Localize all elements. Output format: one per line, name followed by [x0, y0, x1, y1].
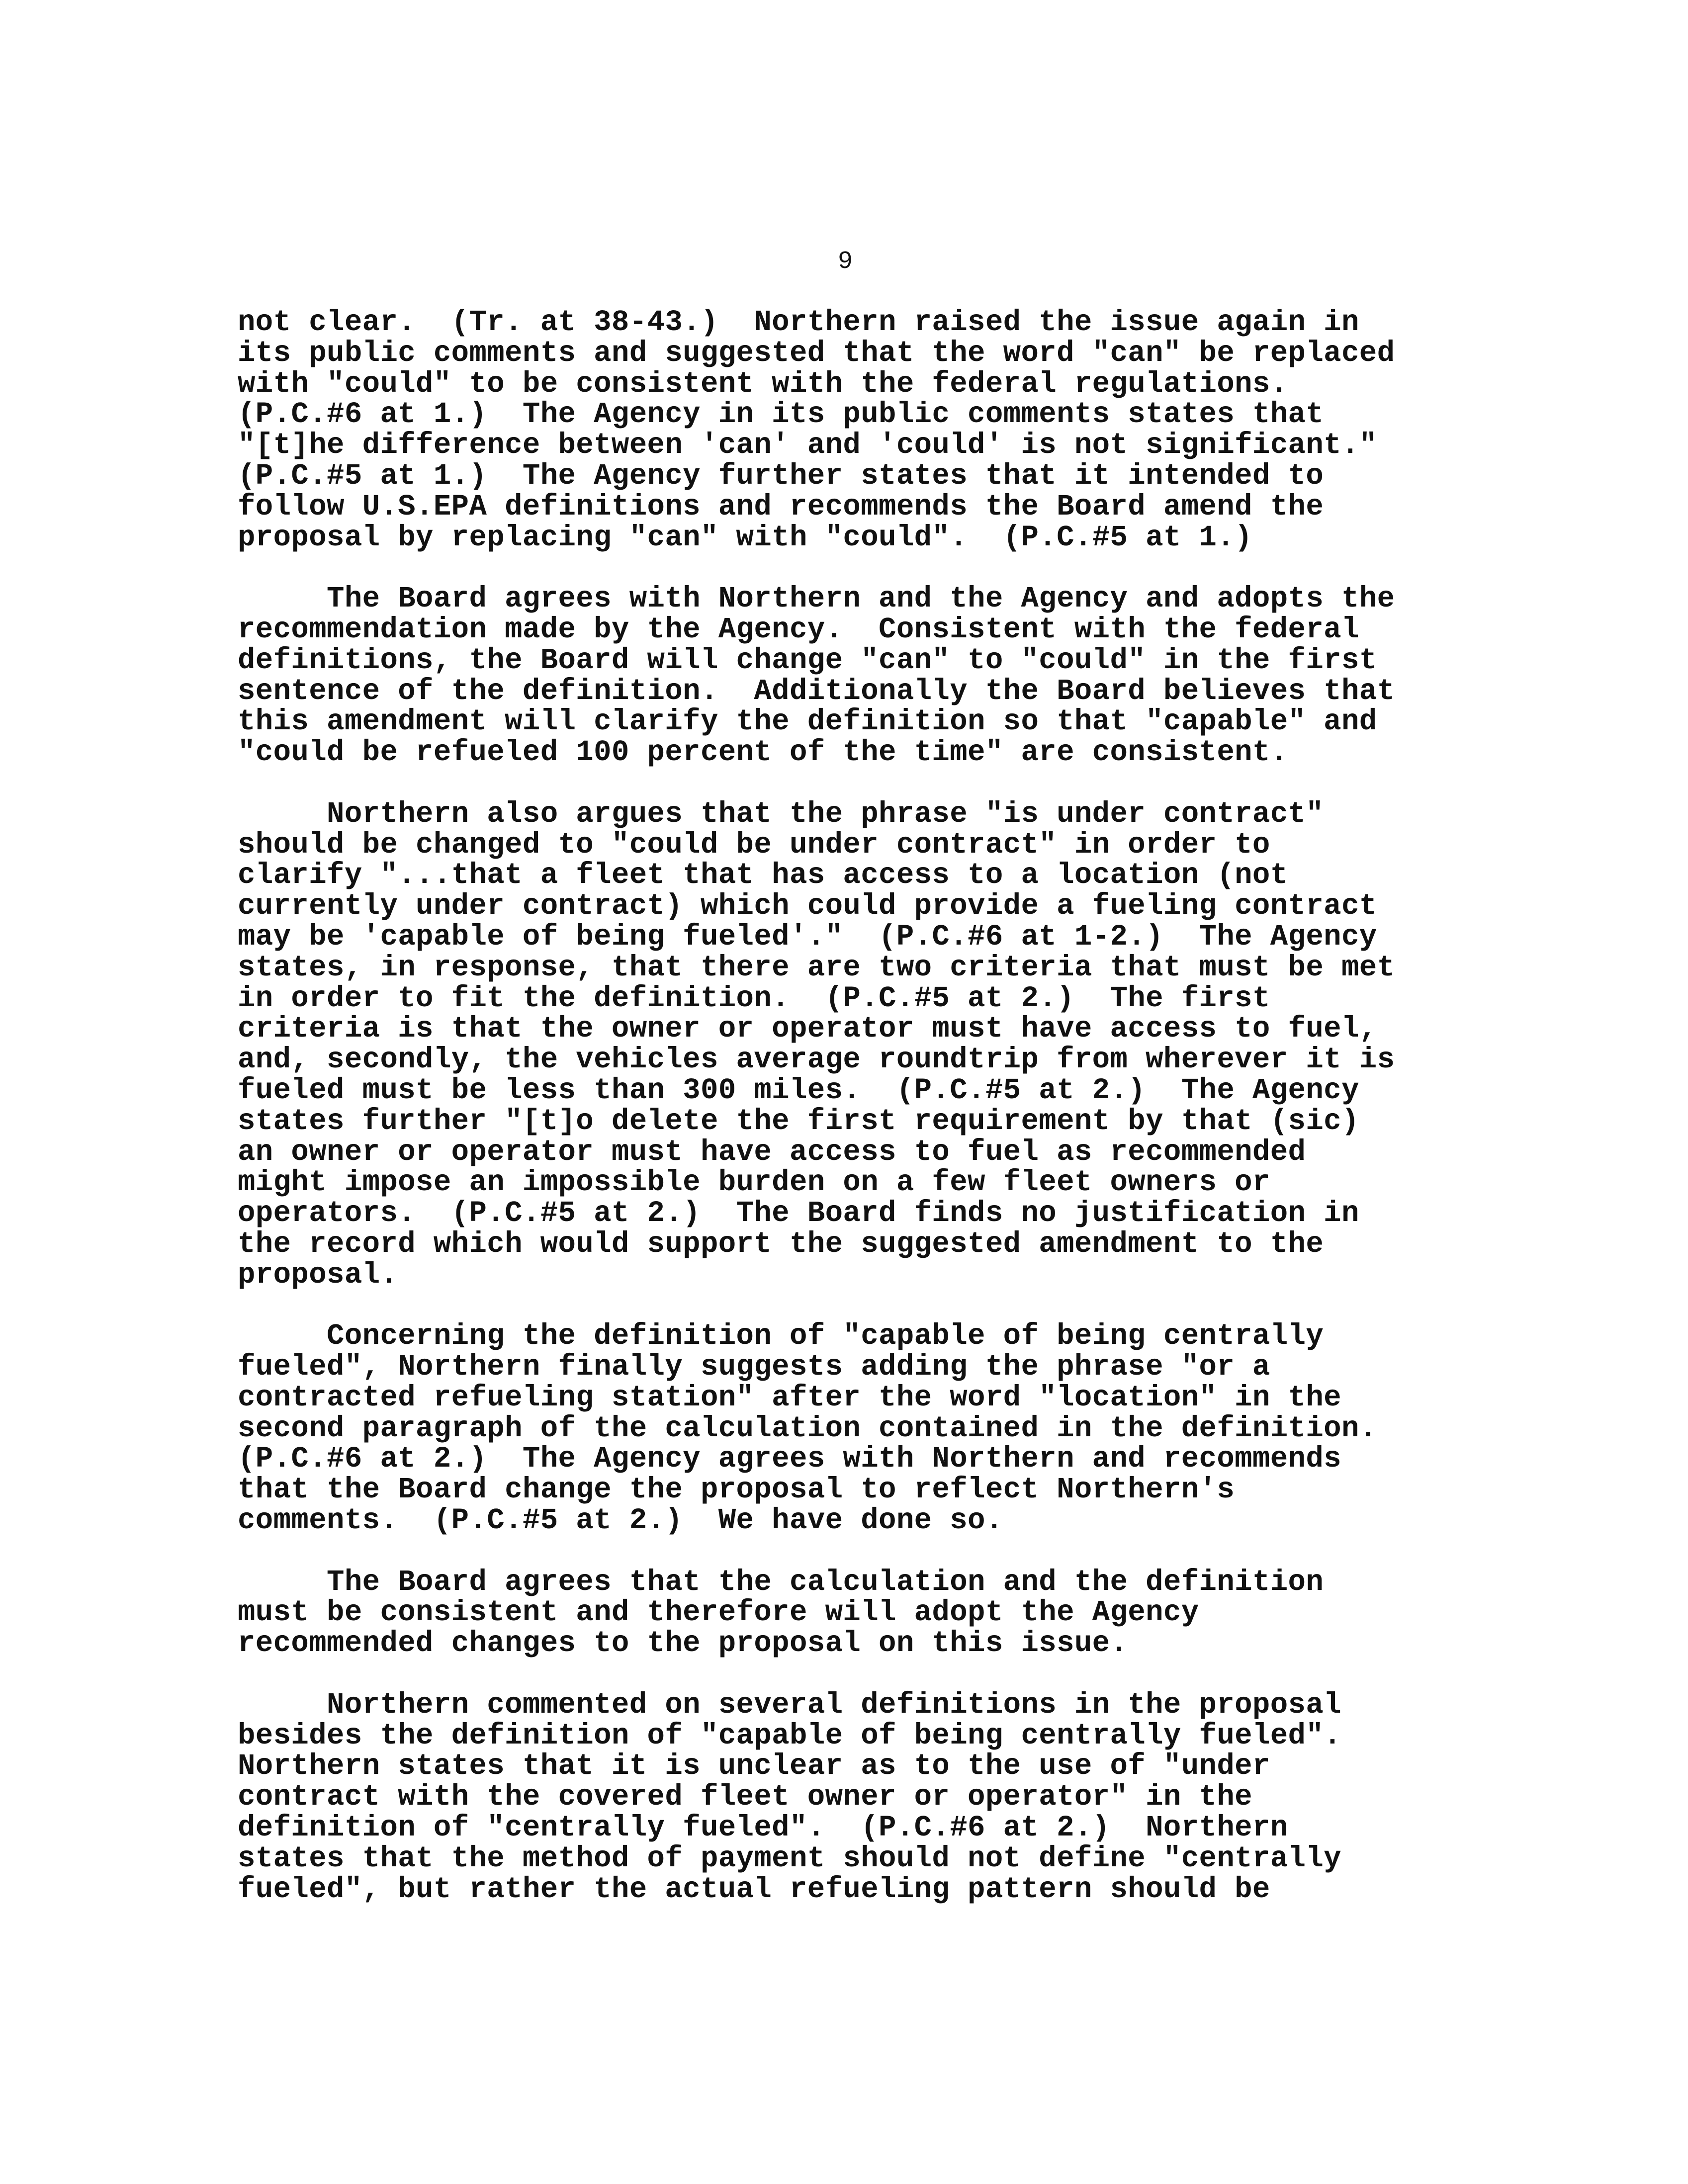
text-line: Northern commented on several definitions in the proposal	[238, 1688, 1341, 1722]
text-line: and, secondly, the vehicles average roundtrip from wherever it is	[238, 1043, 1395, 1077]
paragraph-gap	[238, 1536, 1491, 1567]
text-line: in order to fit the definition. (P.C.#5 at 2.) The first	[238, 981, 1270, 1015]
text-line: must be consistent and therefore will adopt the Agency	[238, 1596, 1199, 1630]
text-line: this amendment will clarify the definition so that "capable" and	[238, 705, 1377, 739]
paragraph	[238, 307, 1491, 553]
text-line: criteria is that the owner or operator must have access to fuel,	[238, 1012, 1377, 1046]
paragraph-gap	[238, 1291, 1491, 1321]
text-line: fueled must be less than 300 miles. (P.C.#5 at 2.) The Agency	[238, 1073, 1359, 1107]
text-line: the record which would support the suggested amendment to the	[238, 1227, 1324, 1261]
text-line: an owner or operator must have access to fuel as recommended	[238, 1135, 1306, 1169]
text-line: definitions, the Board will change "can" to "could" in the first	[238, 643, 1377, 677]
text-line: besides the definition of "capable of being centrally fueled".	[238, 1719, 1341, 1752]
text-line: (P.C.#5 at 1.) The Agency further states that it intended to	[238, 459, 1324, 493]
text-line: its public comments and suggested that the word "can" be replaced	[238, 336, 1395, 370]
text-line: Northern states that it is unclear as to the use of "under	[238, 1749, 1270, 1783]
paragraph	[238, 799, 1491, 1291]
text-line: that the Board change the proposal to reflect Northern's	[238, 1473, 1235, 1507]
text-line: The Board agrees that the calculation and the definition	[238, 1565, 1324, 1599]
text-line: (P.C.#6 at 1.) The Agency in its public comments states that	[238, 398, 1324, 432]
text-line: contracted refueling station" after the word "location" in the	[238, 1381, 1341, 1414]
text-line: should be changed to "could be under contract" in order to	[238, 828, 1270, 862]
text-line: The Board agrees with Northern and the Agency and adopts the	[238, 582, 1395, 616]
text-line: proposal by replacing "can" with "could". (P.C.#5 at 1.)	[238, 521, 1252, 554]
text-line: follow U.S.EPA definitions and recommends the Board amend the	[238, 490, 1324, 524]
text-line: states, in response, that there are two criteria that must be met	[238, 951, 1395, 984]
text-line: sentence of the definition. Additionally the Board believes that	[238, 674, 1395, 708]
body-text	[238, 307, 1491, 1905]
page-number: 9	[837, 248, 853, 276]
paragraph	[238, 1690, 1491, 1905]
text-line: recommended changes to the proposal on this issue.	[238, 1627, 1128, 1660]
text-line: definition of "centrally fueled". (P.C.#6 at 2.) Northern	[238, 1811, 1288, 1845]
text-line: might impose an impossible burden on a few fleet owners or	[238, 1166, 1270, 1200]
paragraph	[238, 584, 1491, 768]
text-line: Northern also argues that the phrase "is under contract"	[238, 797, 1324, 831]
text-line: states further "[t]o delete the first requirement by that (sic)	[238, 1104, 1359, 1138]
text-line: comments. (P.C.#5 at 2.) We have done so.	[238, 1504, 1003, 1538]
text-line: proposal.	[238, 1258, 398, 1292]
paragraph-gap	[238, 553, 1491, 584]
paragraph	[238, 1321, 1491, 1536]
text-line: second paragraph of the calculation contained in the definition.	[238, 1411, 1377, 1445]
text-line: Concerning the definition of "capable of being centrally	[238, 1319, 1324, 1353]
text-line: operators. (P.C.#5 at 2.) The Board finds no justification in	[238, 1197, 1359, 1230]
text-line: clarify "...that a fleet that has access to a location (not	[238, 859, 1288, 892]
text-line: recommendation made by the Agency. Consistent with the federal	[238, 612, 1359, 646]
text-line: may be 'capable of being fueled'." (P.C.#6 at 1-2.) The Agency	[238, 920, 1377, 954]
paragraph-gap	[238, 1659, 1491, 1690]
text-line: states that the method of payment should not define "centrally	[238, 1841, 1341, 1875]
text-line: fueled", but rather the actual refueling pattern should be	[238, 1872, 1270, 1906]
text-line: with "could" to be consistent with the federal regulations.	[238, 367, 1288, 401]
paragraph	[238, 1567, 1491, 1659]
text-line: (P.C.#6 at 2.) The Agency agrees with Northern and recommends	[238, 1442, 1341, 1476]
text-line: fueled", Northern finally suggests adding the phrase "or a	[238, 1350, 1270, 1384]
text-line: contract with the covered fleet owner or operator" in the	[238, 1780, 1252, 1814]
text-line: currently under contract) which could provide a fueling contract	[238, 889, 1377, 923]
text-line: "could be refueled 100 percent of the time" are consistent.	[238, 736, 1288, 770]
paragraph-gap	[238, 768, 1491, 799]
text-line: not clear. (Tr. at 38-43.) Northern raised the issue again in	[238, 306, 1359, 339]
text-line: "[t]he difference between 'can' and 'could' is not significant."	[238, 429, 1377, 462]
